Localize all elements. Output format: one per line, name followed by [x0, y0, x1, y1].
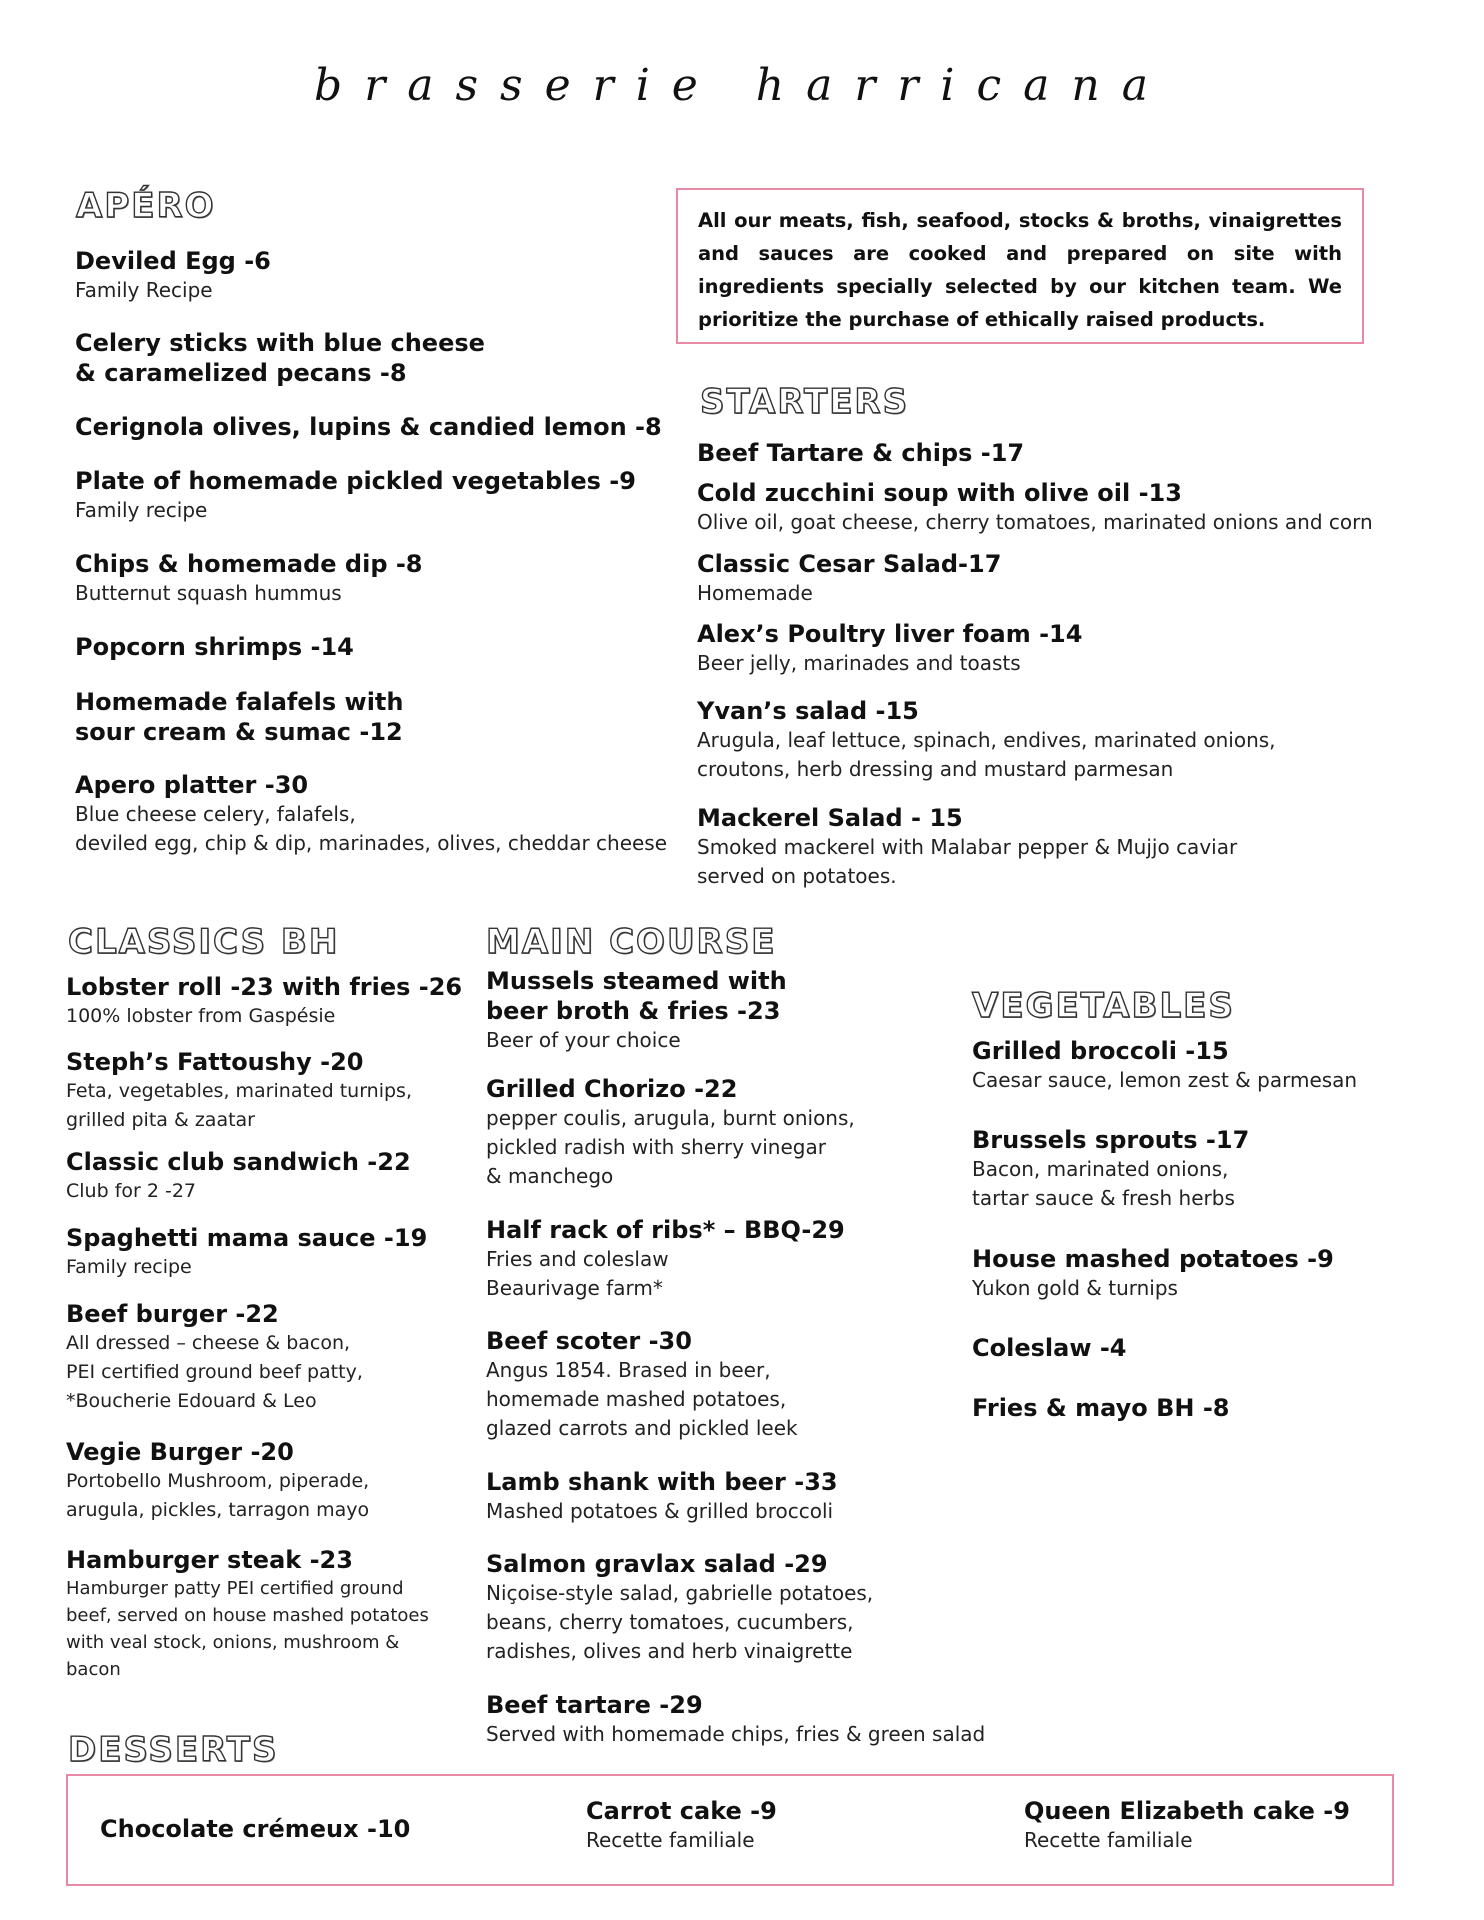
item-description: Family recipe — [66, 1256, 192, 1278]
vegetables-item-brussels-sprouts — [972, 1125, 1249, 1213]
main-item-salmon-gravlax — [486, 1549, 873, 1666]
item-description: 100% lobster from Gaspésie — [66, 1005, 336, 1027]
item-description: Caesar sauce, lemon zest & parmesan — [972, 1068, 1358, 1092]
main-item-beef-scoter — [486, 1326, 798, 1443]
starters-heading: STARTERS — [700, 382, 910, 422]
starters-item-cesar-salad — [697, 549, 1001, 608]
item-name: Beef Tartare & chips -17 — [697, 439, 1025, 467]
item-description: Olive oil, goat cheese, cherry tomatoes, marinated onions and corn — [697, 510, 1373, 534]
classics-item-vegie-burger — [66, 1437, 369, 1525]
item-name: Chocolate crémeux -10 — [100, 1815, 411, 1843]
item-description: Arugula, leaf lettuce, spinach, endives, marinated onions, croutons, herb dressing and mustard parmesan — [697, 728, 1276, 781]
vegetables-item-broccoli — [972, 1036, 1357, 1095]
starters-item-yvans-salad — [697, 696, 1276, 784]
item-name: Yvan’s salad -15 — [697, 697, 919, 725]
item-name: Beef tartare -29 — [486, 1691, 703, 1719]
item-description: Blue cheese celery, falafels, deviled egg, chip & dip, marinades, olives, cheddar cheese — [75, 802, 668, 855]
item-name: Mackerel Salad - 15 — [697, 804, 963, 832]
starters-item-liver-foam — [697, 619, 1082, 678]
apero-item-falafels — [75, 687, 403, 747]
vegetables-item-coleslaw — [972, 1333, 1127, 1363]
sourcing-notice: All our meats, fish, seafood, stocks & broths, vinaigrettes and sauces are cooked and prepared on site with ingredients specially selected by our kitchen team. We prioritize the purchase of ethically raised products. — [676, 188, 1364, 344]
classics-item-lobster-roll — [66, 972, 462, 1031]
dessert-item-carrot-cake — [586, 1796, 777, 1855]
apero-item-pickled-vegetables — [75, 466, 636, 525]
apero-item-celery-sticks — [75, 328, 485, 388]
item-description: Recette familiale — [1024, 1828, 1193, 1852]
dessert-item-queen-elizabeth-cake — [1024, 1796, 1350, 1855]
item-name: Hamburger steak -23 — [66, 1546, 353, 1574]
apero-heading: APÉRO — [76, 186, 216, 226]
vegetables-item-mashed-potatoes — [972, 1244, 1334, 1303]
item-description: Butternut squash hummus — [75, 581, 342, 605]
item-description: Portobello Mushroom, piperade, arugula, pickles, tarragon mayo — [66, 1470, 370, 1521]
vegetables-heading: VEGETABLES — [972, 986, 1235, 1026]
main-item-lamb-shank — [486, 1467, 838, 1526]
item-name: Celery sticks with blue cheese & caramelized pecans -8 — [75, 329, 485, 387]
item-name: Classic club sandwich -22 — [66, 1148, 411, 1176]
item-name: Apero platter -30 — [75, 771, 309, 799]
item-name: Lobster roll -23 with fries -26 — [66, 973, 463, 1001]
item-name: Deviled Egg -6 — [75, 247, 271, 275]
item-description: Bacon, marinated onions, tartar sauce & fresh herbs — [972, 1157, 1235, 1210]
classics-item-beef-burger — [66, 1299, 363, 1416]
item-name: Beef burger -22 — [66, 1300, 279, 1328]
starters-item-zucchini-soup — [697, 478, 1397, 537]
classics-item-fattoushy — [66, 1047, 412, 1135]
item-name: Salmon gravlax salad -29 — [486, 1550, 828, 1578]
item-name: Alex’s Poultry liver foam -14 — [697, 620, 1083, 648]
item-description: Yukon gold & turnips — [972, 1276, 1178, 1300]
item-description: Feta, vegetables, marinated turnips, grilled pita & zaatar — [66, 1080, 412, 1131]
item-description: Niçoise-style salad, gabrielle potatoes, beans, cherry tomatoes, cucumbers, radishes, olives and herb vinaigrette — [486, 1581, 874, 1663]
main-item-chorizo — [486, 1074, 855, 1191]
item-description: Fries and coleslaw Beaurivage farm* — [486, 1247, 669, 1300]
classics-heading: CLASSICS BH — [68, 922, 340, 962]
item-description: Homemade — [697, 581, 813, 605]
item-name: Chips & homemade dip -8 — [75, 550, 423, 578]
item-description: Recette familiale — [586, 1828, 755, 1852]
classics-item-hamburger-steak — [66, 1545, 429, 1683]
item-description: Beer jelly, marinades and toasts — [697, 651, 1021, 675]
apero-item-chips-dip — [75, 549, 423, 608]
restaurant-title: brasserie harricana — [314, 60, 1170, 111]
item-name: Vegie Burger -20 — [66, 1438, 294, 1466]
item-name: Steph’s Fattoushy -20 — [66, 1048, 364, 1076]
item-name: Carrot cake -9 — [586, 1797, 777, 1825]
item-description: Hamburger patty PEI certified ground beef, served on house mashed potatoes with veal stock, onions, mushroom & bacon — [66, 1578, 429, 1680]
vegetables-item-fries-mayo — [972, 1393, 1229, 1423]
item-name: Half rack of ribs* – BBQ-29 — [486, 1216, 845, 1244]
desserts-box — [66, 1774, 1394, 1886]
starters-item-beef-tartare — [697, 438, 1024, 468]
item-name: Lamb shank with beer -33 — [486, 1468, 838, 1496]
apero-item-popcorn-shrimps — [75, 632, 354, 662]
classics-item-club-sandwich — [66, 1147, 411, 1206]
item-name: Coleslaw -4 — [972, 1334, 1127, 1362]
apero-item-deviled-egg — [75, 246, 271, 305]
item-name: Cerignola olives, lupins & candied lemon -8 — [75, 413, 662, 441]
main-item-mussels — [486, 966, 787, 1055]
item-name: Classic Cesar Salad-17 — [697, 550, 1002, 578]
item-name: Grilled broccoli -15 — [972, 1037, 1229, 1065]
item-description: Club for 2 -27 — [66, 1180, 197, 1202]
item-name: Spaghetti mama sauce -19 — [66, 1224, 428, 1252]
item-name: Beef scoter -30 — [486, 1327, 692, 1355]
item-description: pepper coulis, arugula, burnt onions, pickled radish with sherry vinegar & manchego — [486, 1106, 855, 1188]
item-name: Plate of homemade pickled vegetables -9 — [75, 467, 636, 495]
item-description: Family Recipe — [75, 278, 213, 302]
item-description: Mashed potatoes & grilled broccoli — [486, 1499, 834, 1523]
classics-item-spaghetti — [66, 1223, 427, 1282]
item-description: Beer of your choice — [486, 1028, 681, 1052]
item-name: Mussels steamed with beer broth & fries -23 — [486, 967, 787, 1025]
item-description: All dressed – cheese & bacon, PEI certified ground beef patty, *Boucherie Edouard & Leo — [66, 1332, 363, 1412]
main-item-beef-tartare — [486, 1690, 1046, 1749]
item-name: Cold zucchini soup with olive oil -13 — [697, 479, 1182, 507]
apero-item-olives — [75, 412, 662, 442]
desserts-heading: DESSERTS — [68, 1730, 279, 1770]
item-name: Fries & mayo BH -8 — [972, 1394, 1230, 1422]
apero-item-platter — [75, 770, 667, 858]
item-description: Angus 1854. Brased in beer, homemade mashed potatoes, glazed carrots and pickled leek — [486, 1358, 798, 1440]
item-description: Family recipe — [75, 498, 208, 522]
item-name: Queen Elizabeth cake -9 — [1024, 1797, 1350, 1825]
main-item-ribs — [486, 1215, 845, 1303]
starters-item-mackerel-salad — [697, 803, 1237, 891]
dessert-item-chocolate-cremeux — [100, 1814, 410, 1844]
item-name: Homemade falafels with sour cream & sumac -12 — [75, 688, 404, 746]
item-name: Brussels sprouts -17 — [972, 1126, 1250, 1154]
item-name: Grilled Chorizo -22 — [486, 1075, 738, 1103]
item-description: Smoked mackerel with Malabar pepper & Mujjo caviar served on potatoes. — [697, 835, 1238, 888]
main-course-heading: MAIN COURSE — [486, 922, 777, 962]
item-name: Popcorn shrimps -14 — [75, 633, 354, 661]
item-name: House mashed potatoes -9 — [972, 1245, 1334, 1273]
item-description: Served with homemade chips, fries & green salad — [486, 1722, 986, 1746]
